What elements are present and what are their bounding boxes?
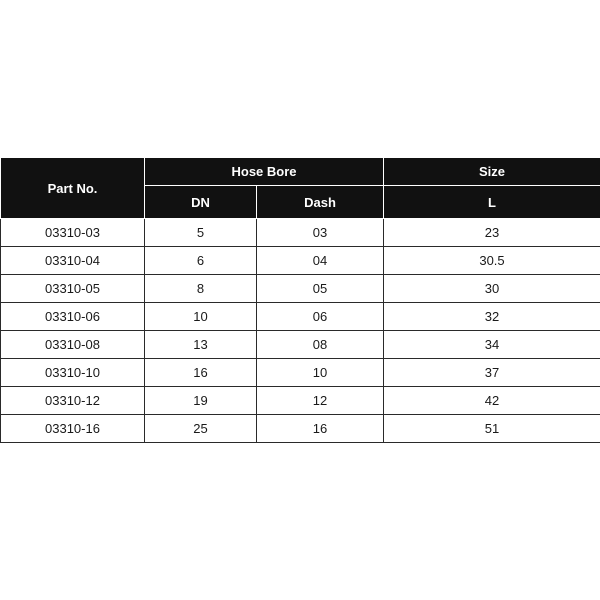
table-row [1, 303, 600, 331]
table-row [1, 359, 600, 387]
cell-dash: 03 [257, 219, 384, 247]
cell-part-no: 03310-10 [1, 359, 145, 387]
cell-l: 30.5 [384, 247, 600, 275]
spec-table-container [0, 157, 600, 443]
cell-dash: 04 [257, 247, 384, 275]
table-row [1, 415, 600, 443]
cell-dash: 10 [257, 359, 384, 387]
header-dn: DN [145, 186, 257, 219]
table-header [1, 158, 600, 219]
cell-dn: 13 [145, 331, 257, 359]
table-row [1, 331, 600, 359]
cell-dn: 6 [145, 247, 257, 275]
cell-l: 23 [384, 219, 600, 247]
header-dash: Dash [257, 186, 384, 219]
cell-l: 34 [384, 331, 600, 359]
cell-l: 30 [384, 275, 600, 303]
cell-part-no: 03310-03 [1, 219, 145, 247]
cell-part-no: 03310-06 [1, 303, 145, 331]
cell-dash: 16 [257, 415, 384, 443]
cell-dash: 12 [257, 387, 384, 415]
cell-l: 51 [384, 415, 600, 443]
cell-l: 37 [384, 359, 600, 387]
cell-dash: 05 [257, 275, 384, 303]
cell-dn: 10 [145, 303, 257, 331]
table-row [1, 275, 600, 303]
table-body [1, 219, 600, 443]
table-row [1, 387, 600, 415]
header-part-no: Part No. [1, 158, 145, 219]
cell-dash: 06 [257, 303, 384, 331]
header-size: Size [384, 158, 600, 186]
cell-l: 42 [384, 387, 600, 415]
cell-part-no: 03310-08 [1, 331, 145, 359]
cell-part-no: 03310-05 [1, 275, 145, 303]
cell-part-no: 03310-12 [1, 387, 145, 415]
table-row [1, 247, 600, 275]
table-row [1, 219, 600, 247]
cell-part-no: 03310-04 [1, 247, 145, 275]
header-l: L [384, 186, 600, 219]
cell-part-no: 03310-16 [1, 415, 145, 443]
cell-dash: 08 [257, 331, 384, 359]
cell-dn: 25 [145, 415, 257, 443]
cell-dn: 5 [145, 219, 257, 247]
cell-dn: 19 [145, 387, 257, 415]
hose-fitting-spec-table [0, 157, 600, 443]
header-hose-bore: Hose Bore [145, 158, 384, 186]
cell-dn: 16 [145, 359, 257, 387]
header-row-group [1, 158, 600, 186]
cell-l: 32 [384, 303, 600, 331]
cell-dn: 8 [145, 275, 257, 303]
